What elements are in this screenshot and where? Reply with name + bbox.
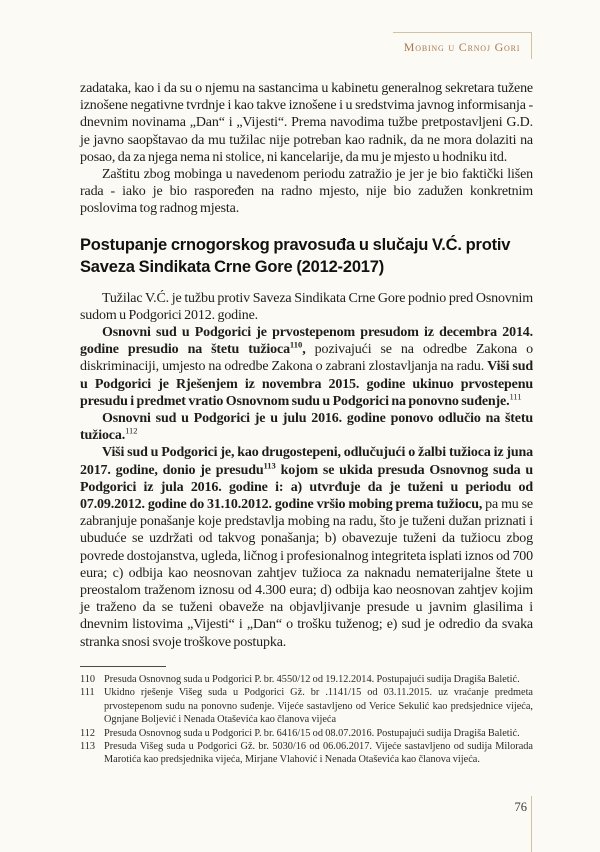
footnote-number: 110: [80, 674, 96, 685]
footnote-text: Presuda Osnovnog suda u Podgorici P. br. 4550/12 od 19.12.2014. Postupajući sudija Dragiša Baletić.: [104, 674, 520, 685]
text-run: Osnovni sud u Podgorici je prvostepenom presudom iz decembra 2014. godine presudio na štetu tužioca: [80, 325, 533, 358]
text-run: Tužilac V.Ć. je tužbu protiv Saveza Sindikata Crne Gore podnio pred Osnovnim sudom u Podgorici 2012. godine.: [80, 290, 533, 323]
footnote: [80, 740, 533, 767]
text-run: kojom se ukida presuda Osnovnog suda u Podgorici iz jula 2016. godine i: a) utvrđuje da je tuženi u periodu od 07.09.2012. godine do 31.10.2012. godine vršio mobing prema tužiocu,: [80, 462, 533, 513]
body-paragraph: [80, 410, 533, 444]
footnote-ref: 112: [125, 425, 138, 436]
text-run: pozivajući se na odredbe Zakona o diskriminaciji, umjesto na odredbe Zakona o zabrani zlostavljanja na radu.: [80, 342, 533, 375]
footnote-number: 113: [80, 741, 96, 753]
body-paragraph: [80, 444, 533, 650]
footnote-text: Presuda Višeg suda u Podgorici Gž. br. 5030/16 od 06.06.2017. Vijeće sastavljeno od sudija Milorada Marotića kao predsjednika vijeća, Mirjane Vlahović i Nenada Otaševića kao članova vijeća.: [104, 741, 533, 766]
footnote: [80, 673, 533, 686]
footnote-text: Presuda Osnovnog suda u Podgorici P. br. 6416/15 od 08.07.2016. Postupajući sudija Dragiša Baletić.: [104, 727, 520, 739]
body-paragraph: [80, 324, 533, 410]
text-run: Osnovni sud u Podgorici je u julu 2016. godine ponovo odlučio na štetu tužioca.: [80, 411, 533, 444]
footnote-separator: [80, 666, 166, 667]
footnote: [80, 686, 533, 726]
footnote: [80, 727, 533, 740]
footer-rule: [531, 796, 532, 852]
running-header-title: Mobing u Crnoj Gori: [403, 40, 521, 54]
body-paragraph: [80, 166, 533, 218]
footnote-ref: 110: [289, 339, 303, 350]
footnote-number: 111: [80, 687, 95, 699]
text-run: ,: [302, 342, 315, 358]
footnotes-section: [80, 666, 533, 767]
text-run: Viši sud u Podgorici je Rješenjem iz novembra 2015. godine ukinuo prvostepenu presudu i predmet vratio Osnovnom sudu u Podgorici na ponovno suđenje.: [80, 359, 533, 409]
page-number: 76: [514, 800, 527, 814]
footnote-ref: 111: [509, 391, 522, 402]
body-paragraph: [80, 290, 533, 324]
footnote-number: 112: [80, 727, 96, 739]
footnote-text: Ukidno rješenje Višeg suda u Podgorici Gž. br .1141/15 od 03.11.2015. uz vraćanje predmeta prvostepenom sudu na ponovno suđenje. Vijeće sastavljeno od Verice Sekulić kao predsjednice vijeća, Ognjane Boljević i Nenada Otaševića kao članova vijeća: [104, 687, 533, 726]
footnote-ref: 113: [263, 460, 276, 470]
text-run: zadataka, kao i da su o njemu na sastancima u kabinetu generalnog sekretara tužene iznošene negativne tvrdnje i kao takve iznošene i u sredstvima javnog informisanja - dnevnim novinama „Dan“ i „Vijesti“. Prema navodima tužbe pretpostavljeni G.D. je javno saopštavao da mu tužilac nije potreban kao radnik, da ne mora dolaziti na posao, da za njega nema ni stolice, ni kancelarije, da mu je mjesto u hodniku itd.: [80, 81, 533, 165]
text-run: Zaštitu zbog mobinga u navedenom periodu zatražio je jer je bio faktički lišen rada - iako je bio raspoređen na radno mjesto, nije bio zadužen konkretnim poslovima tog radnog mjesta.: [80, 167, 533, 217]
text-run: pa mu se zabranjuje ponašanje koje predstavlja mobing na radu, što je tuženi dužan priznati i ubuduće se uzdržati od takvog ponašanja; b) obavezuje tuženi da tužiocu zbog povrede dostojanstva, ugleda, ličnog i profesionalnog integriteta isplati iznos od 700 eura; c) odbija kao neosnovan zahtjev tužioca za naknadu nematerijalne štete u preostalom traženom iznosu od 4.300 eura; d) odbija kao neosnovan zahtjev kojim je traženo da se tuženi obaveže na objavljivanje presude u javnim glasilima i dnevnim listovima „Vijesti“ i „Dan“ o trošku tuženog; e) sud je odredio da svaka stranka snosi svoje troškove postupka.: [80, 497, 533, 650]
text-run: Viši sud u Podgorici je, kao drugostepeni, odlučujući o žalbi tužioca iz juna 2017. godine, donio je presudu: [80, 445, 533, 478]
running-header: [393, 32, 532, 59]
body-paragraph: [80, 80, 533, 166]
footnote-list: [80, 673, 533, 767]
section-heading: Postupanje crnogorskog pravosuđa u slučaju V.Ć. protiv Saveza Sindikata Crne Gore (2012-2017): [80, 235, 511, 276]
page-body: [80, 80, 533, 651]
